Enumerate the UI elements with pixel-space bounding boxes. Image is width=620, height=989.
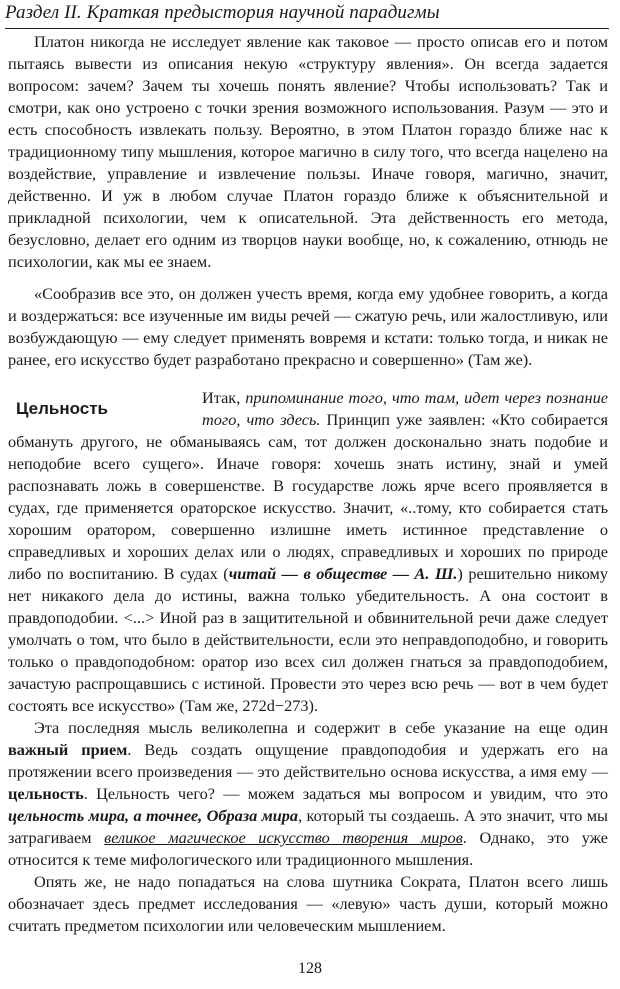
p3-text-2: . Ведь создать ощущение правдоподобия и удержать его на протяжении всего произведения — это действительно основа искусства, а имя ему — [8,740,609,781]
running-header-title: Раздел II. Краткая предыстория научной парадигмы [5,2,440,23]
page-body [8,31,608,937]
running-header [5,2,609,29]
section-intro: Итак, [202,388,246,407]
paragraph-4: Опять же, не надо попадаться на слова шутника Сократа, Платон всего лишь обозначает здесь предмет исследования — «левую» часть души, который можно считать предметом психологии или человеческим мышлением. [8,872,608,935]
section-intro-italic: припоминание того, что там, идет через познание того, что здесь. [202,388,608,429]
p3-bold-2: цельность [8,784,84,803]
p3-text-3: . Цельность чего? — можем задаться мы вопросом и увидим, что это [83,784,608,803]
section-text-b: ) решительно никому нет никакого дела до истины, важна только убедительность. А она состоит в правдоподобии. <...> Иной раз в защитительной и обвинительной речи даже следует умолчать о том, что было в действительности, если это неправдоподобно, и говорить только о правдоподобном: оратор изо всех сил должен гнаться за правдоподобием, зачастую распрощавшись с истиной. Провести это через всю речь — вот в чем будет состоять все искусство» (Там же, 272d−273). [8,564,608,715]
page-number: 128 [298,960,322,977]
paragraph-3 [8,717,608,871]
paragraph-1: Платон никогда не исследует явление как таковое — просто описав его и потом пытаясь вывести из описания некую «структуру явления». Он всегда задается вопросом: зачем? Зачем ты хочешь понять явление? Чтобы использовать? Так и смотри, как оно устроено с точки зрения возможного использования. Разум — это и есть способность извлекать пользу. Вероятно, в этом Платон гораздо ближе нас к традиционному типу мышления, которое магично в силу того, что всегда нацелено на воздействие, управление и извлечение пользы. Иначе говоря, магично, значит, действенно. И уж в любом случае Платон гораздо ближе к объяснительной и прикладной психологии, чем к описательной. Эта действенность его метода, безусловно, делает его одним из творцов науки вообще, но, к сожалению, отнюдь не психологии, как мы ее знаем. [8,32,608,271]
p3-text-5: . Однако, это уже относится к теме мифологического или традиционного мышления. [8,828,608,869]
section-paragraph [8,387,608,717]
quote-paragraph: «Сообразив все это, он должен учесть время, когда ему удобнее говорить, а когда и воздержаться: все изученные им виды речей — сжатую речь, или жалостливую, или возбуждающую — ему следует применять вовремя и кстати: только тогда, и никак не ранее, его искусство будет разработано прекрасно и совершенно» (Там же). [8,284,608,369]
p3-underlined-italic: великое магическое искусство творения миров [104,828,463,847]
section-text-a: Принцип уже заявлен: «Кто собирается обмануть другого, не обманываясь сам, тот должен досконально знать подобие и неподобие всего сущего». Иначе говоря: хочешь знать истину, знай и умей распознавать ложь в совершенстве. В государстве ложь ярче всего проявляется в судах, где применяется ораторское искусство. Значит, «..тому, кто собирается стать хорошим оратором, совершенно излишне иметь истинное представление о справедливых и хороших делах или о людях, справедливых и хороших по природе либо по воспитанию. В судах ( [8,410,608,583]
p3-text-4: , который ты создаешь. А это значит, что мы затрагиваем [8,806,608,847]
section-heading: Цельность [16,399,108,418]
p3-bold-1: важный прием [8,740,128,759]
author-note: читай — в обществе — А. Ш. [228,564,458,583]
p3-text-1: Эта последняя мысль великолепна и содержит в себе указание на еще один [34,718,608,737]
p3-bold-italic: цельность мира, а точнее, Образа мира [8,806,299,825]
